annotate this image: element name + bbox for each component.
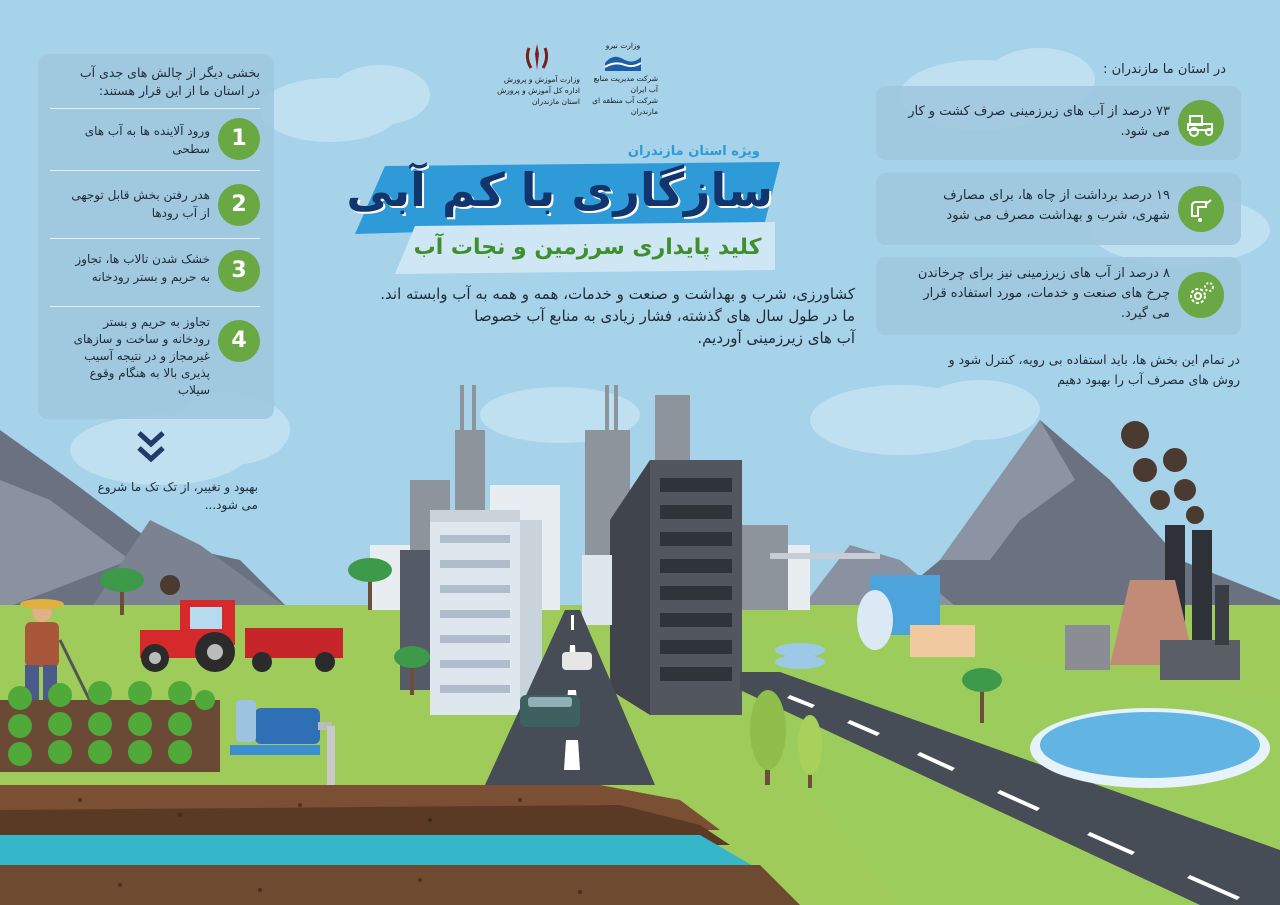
challenges-heading (46, 64, 260, 100)
challenge-text-line: ورود آلاینده ها به آب های (84, 124, 210, 138)
stat-text (884, 264, 1170, 324)
challenge-item-1 (38, 110, 274, 170)
challenge-item-2 (38, 172, 274, 234)
challenges-heading-line-2: در استان ما از این قرار هستند: (98, 83, 260, 98)
divider (50, 170, 260, 171)
challenge-text-line: غیرمجاز و در نتیجه آسیب (84, 349, 210, 363)
challenge-number-badge: 2 (218, 184, 260, 226)
page-title: سازگاری با کم آبی (346, 163, 773, 217)
intro-line-1: کشاورزی، شرب و بهداشت و صنعت و خدمات، همه و همه به آب وابسته اند. (380, 285, 855, 303)
challenge-text-line: پذیری بالا به هنگام وقوع (89, 366, 210, 380)
divider (50, 108, 260, 109)
gears-icon (1178, 272, 1224, 318)
logo-water-company (588, 40, 658, 117)
title-kicker: ویژه استان مازندران (627, 144, 760, 159)
stats-footer-line-2: روش های مصرف آب را بهبود دهیم (1057, 372, 1240, 387)
challenge-item-3 (38, 240, 274, 302)
stat-text-line: می شود. (1120, 124, 1170, 139)
challenge-text-line: خشک شدن تالاب ها، تجاوز (75, 252, 210, 266)
challenge-text-line: سطحی (172, 142, 210, 156)
challenges-footer-line-1: بهبود و تغییر، از تک تک ما شروع (97, 480, 258, 494)
challenge-text-line: از آب رودها (151, 206, 210, 220)
faucet-hand-icon (1178, 186, 1224, 232)
challenge-text (48, 122, 210, 158)
water-company-line1: شرکت مدیریت منابع آب ایران (593, 74, 658, 94)
challenges-footer (40, 478, 258, 514)
challenge-text (48, 186, 210, 222)
stat-text-line: ۱۹ درصد برداشت از چاه ها، برای مصارف (943, 188, 1170, 203)
double-chevron-down-icon (136, 430, 166, 466)
logo-education-ministry (494, 42, 580, 107)
divider (50, 306, 260, 307)
challenge-item-4 (38, 308, 274, 416)
water-company-line2: شرکت آب منطقه ای مازندران (592, 96, 658, 116)
stats-footer (890, 350, 1240, 390)
water-wave-icon (603, 51, 643, 73)
stat-text-line: ۸ درصد از آب های زیرزمینی نیز برای چرخاندن (917, 266, 1170, 281)
page-subtitle: کلید پایداری سرزمین و نجات آب (413, 235, 762, 260)
challenges-footer-line-2: می شود... (204, 498, 258, 512)
education-line1: وزارت آموزش و پرورش (503, 75, 580, 84)
challenge-number-badge: 4 (218, 320, 260, 362)
challenge-text (48, 314, 210, 399)
intro-line-2: ما در طول سال های گذشته، فشار زیادی به منابع آب خصوصا (474, 307, 855, 325)
ministry-name: وزارت نیرو (605, 41, 641, 50)
tractor-icon (1178, 100, 1224, 146)
intro-line-3: آب های زیرزمینی آوردیم. (697, 329, 855, 347)
stat-text-line: چرخ های صنعت و خدمات، مورد استفاده قرار (923, 286, 1170, 301)
challenge-text (48, 250, 210, 286)
divider (50, 238, 260, 239)
challenge-text-line: هدر رفتن بخش قابل توجهی (71, 188, 210, 202)
challenge-text-line: سیلاب (177, 383, 210, 397)
challenge-text-line: به حریم و بستر رودخانه (91, 270, 210, 284)
challenge-text-line: رودخانه و ساخت و سازهای (73, 332, 210, 346)
challenge-number-badge: 1 (218, 118, 260, 160)
challenge-text-line: تجاوز به حریم و بستر (103, 315, 210, 329)
iran-emblem-icon (522, 42, 552, 74)
stat-text-line: شهری، شرب و بهداشت مصرف می شود (946, 208, 1170, 223)
stat-text (884, 186, 1170, 226)
challenges-heading-line-1: بخشی دیگر از چالش های جدی آب (79, 65, 260, 80)
stats-heading: در استان ما مازندران : (1103, 62, 1226, 77)
stat-text (884, 102, 1170, 142)
stats-footer-line-1: در تمام این بخش ها، باید استفاده بی رویه، کنترل شود و (948, 352, 1240, 367)
intro-text (300, 283, 855, 349)
education-line2: اداره کل آموزش و پرورش استان مازندران (497, 86, 580, 106)
stat-text-line: ۷۳ درصد از آب های زیرزمینی صرف کشت و کار (908, 104, 1170, 119)
stat-text-line: می گیرد. (1120, 306, 1170, 321)
challenge-number-badge: 3 (218, 250, 260, 292)
